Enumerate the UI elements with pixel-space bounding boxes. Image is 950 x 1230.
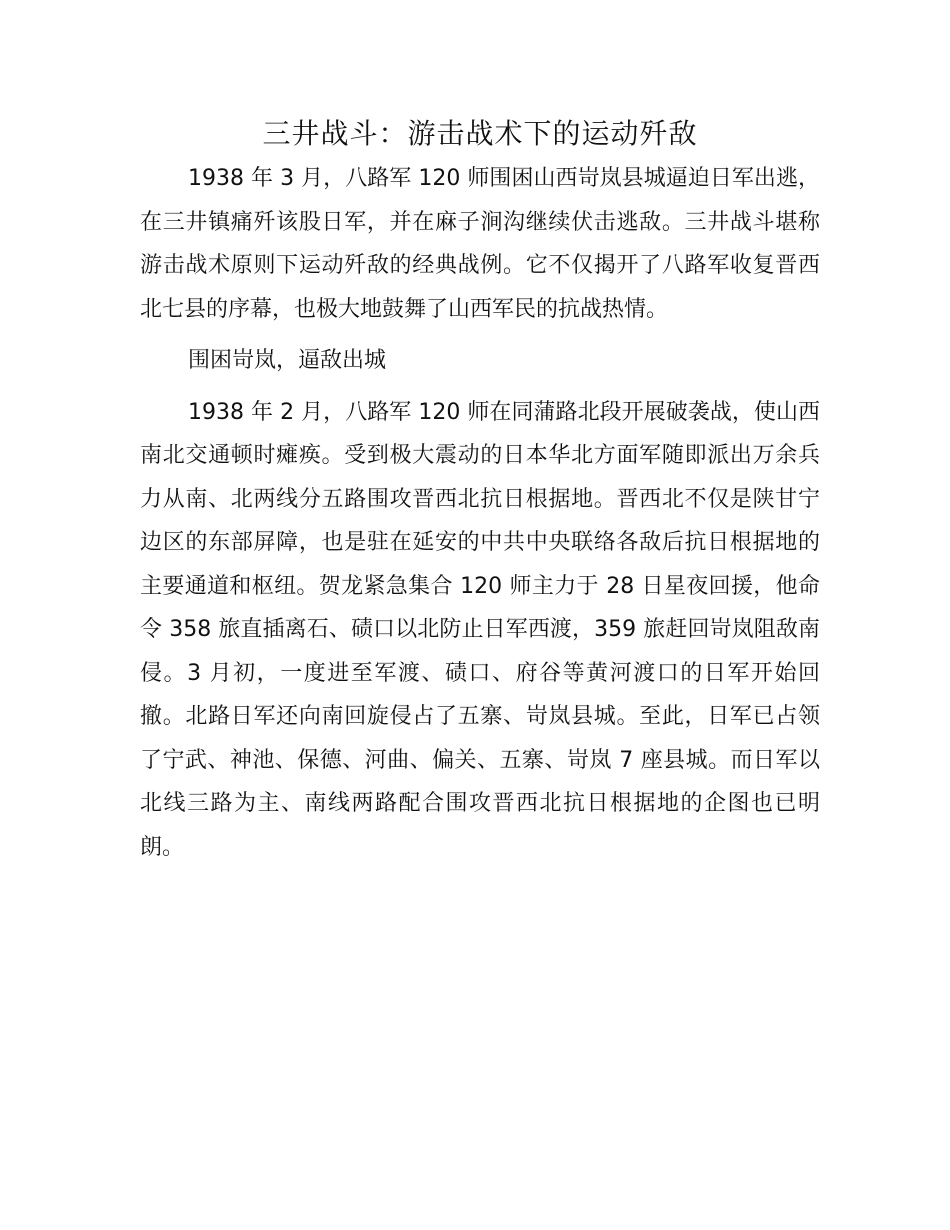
document-title: 三井战斗：游击战术下的运动歼敌 [262, 117, 698, 150]
intro-paragraph: 1938 年 3 月，八路军 120 师围困山西岢岚县城逼迫日军出逃，在三井镇痛歼该股日军，并在麻子涧沟继续伏击逃敌。三井战斗堪称游击战术原则下运动歼敌的经典战例。它不仅揭开了八路军收复晋西北七县的序幕，也极大地鼓舞了山西军民的抗战热情。 [140, 166, 820, 322]
section-heading: 围困岢岚，逼敌出城 [188, 348, 387, 373]
document-body [140, 112, 820, 869]
body-paragraph: 1938 年 2 月，八路军 120 师在同蒲路北段开展破袭战，使山西南北交通顿时瘫痪。受到极大震动的日本华北方面军随即派出万余兵力从南、北两线分五路围攻晋西北抗日根据地。晋西北不仅是陕甘宁边区的东部屏障，也是驻在延安的中共中央联络各敌后抗日根据地的主要通道和枢纽。贺龙紧急集合 120 师主力于 28 日星夜回援，他命令 358 旅直插离石、碛口以北防止日军西渡，359 旅赶回岢岚阻敌南侵。3 月初，一度进至军渡、碛口、府谷等黄河渡口的日军开始回撤。北路日军还向南回旋侵占了五寨、岢岚县城。至此，日军已占领了宁武、神池、保德、河曲、偏关、五寨、岢岚 7 座县城。而日军以北线三路为主、南线两路配合围攻晋西北抗日根据地的企图也已明朗。 [140, 399, 820, 860]
